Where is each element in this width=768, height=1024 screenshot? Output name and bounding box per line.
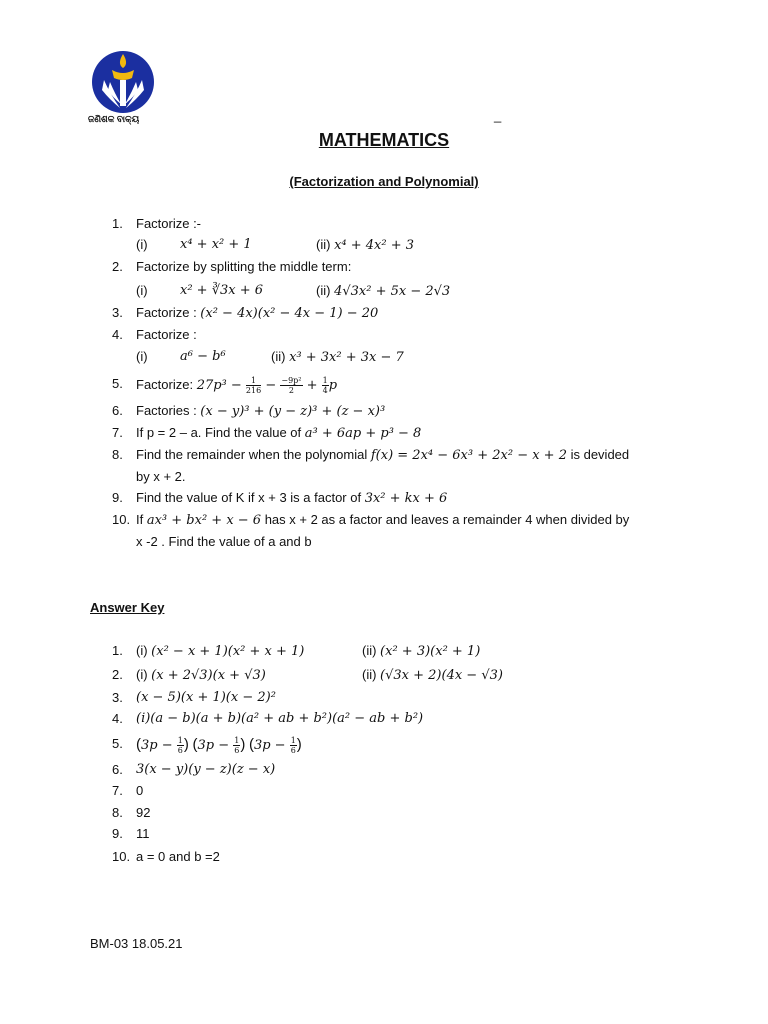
question-body [136,403,385,420]
part-label-ii: (ii) [316,283,331,298]
answer-expr: (x² + 3)(x² + 1) [380,644,481,659]
question-number: 8. [112,447,123,462]
answer-number: 8. [112,805,123,820]
paren-group: (3p − $\frac{1}{6}$ ) [248,736,302,755]
answer-part-a [136,667,266,684]
answer-term: 3p − [141,738,177,754]
fraction [290,736,297,755]
answer-number: 5. [112,736,123,751]
question-body [136,447,629,464]
fraction-denominator: 6 [290,746,296,755]
fraction-denominator: 4 [322,386,328,395]
part-label-i: (i) [136,349,148,364]
question-text-continued: x -2 . Find the value of a and b [136,534,312,549]
part-label-i: (i) [136,237,148,252]
question-expr-b: − [261,377,281,393]
answer-label: (ii) [362,643,381,658]
question-expr-d: p [328,377,338,393]
answer-expr: (x + 2√3)(x + √3) [151,668,266,683]
answer-expr: 3(x − y)(y − z)(z − x) [136,762,276,777]
answer-expr: (i)(a − b)(a + b)(a² + ab + b²)(a² − ab + b²) [136,711,424,726]
question-number: 1. [112,216,123,231]
answer-number: 3. [112,690,123,705]
question-text: Find the value of K if x + 3 is a factor of [136,490,365,505]
fraction-2 [280,376,302,395]
answer-part-b [362,643,480,660]
question-text-2: has x + 2 as a factor and leaves a remainder 4 when divided by [261,512,630,527]
question-number: 9. [112,490,123,505]
header-dash: _ [494,108,502,123]
answer-number: 1. [112,643,123,658]
part-label-ii: (ii) [271,349,286,364]
odisha-emblem-logo [90,50,156,114]
fraction-denominator: 216 [245,386,262,395]
question-body [136,425,421,442]
question-expr: 3x² + kx + 6 [364,491,448,506]
part-expr-i: a⁶ − b⁶ [180,349,226,364]
answer-number: 4. [112,711,123,726]
answer-number: 7. [112,783,123,798]
question-expr-a: 27p³ − [196,377,246,393]
fraction-numerator: 1 [290,736,296,745]
answer-key-heading: Answer Key [90,600,165,615]
answer-expr: (√3x + 2)(4x − √3) [380,668,503,683]
part-expr-i: x² + ∛3x + 6 [180,283,264,298]
answer-text: 11 [136,826,150,841]
question-text: Find the remainder when the polynomial [136,447,371,462]
paren-group: (3p − $\frac{1}{6}$ ) [136,736,189,755]
question-number: 5. [112,376,123,391]
logo-caption: ଜଣିଶକ ବାକ୍ୟ [88,114,140,124]
answer-term: 3p − [253,738,290,754]
part-ii [316,283,450,300]
fraction-denominator: 6 [234,746,240,755]
answer-text: a = 0 and b =2 [136,849,220,864]
fraction-numerator: 1 [234,736,240,745]
question-expr: (x − y)³ + (y − z)³ + (z − x)³ [200,404,386,419]
fraction-denominator: 6 [177,746,183,755]
question-body [136,376,337,395]
fraction-numerator: 1 [246,376,261,386]
part-label-i: (i) [136,283,148,298]
page-subtitle: (Factorization and Polynomial) [289,174,479,189]
answer-number: 2. [112,667,123,682]
question-text: Factorize :- [136,216,202,231]
fraction [233,736,240,755]
part-expr-ii: 4√3x² + 5x − 2√3 [334,284,451,299]
question-text: Factorize : [136,327,197,342]
answer-expr [136,736,302,755]
part-expr-ii: x³ + 3x² + 3x − 7 [289,350,404,365]
page-title: MATHEMATICS [318,130,450,150]
fraction-denominator: 2 [288,386,294,395]
fraction-3 [322,376,329,395]
fraction [177,736,184,755]
question-text: Factorize : [136,305,201,320]
part-ii [271,349,404,366]
answer-part-a [136,643,304,660]
answer-text: 0 [136,783,144,798]
question-number: 7. [112,425,123,440]
question-number: 10. [112,512,131,527]
question-body [136,490,447,507]
question-text-continued: by x + 2. [136,469,186,484]
fraction-numerator: 1 [322,376,328,385]
answer-term: 3p − [197,738,234,754]
question-body [136,512,629,529]
question-number: 3. [112,305,123,320]
answer-text: 92 [136,805,151,820]
answer-part-b [362,667,503,684]
question-text: Factorize by splitting the middle term: [136,259,352,274]
part-expr-i: x⁴ + x² + 1 [180,237,252,252]
question-text: If [136,512,147,527]
part-label-ii: (ii) [316,237,331,252]
question-number: 4. [112,327,123,342]
fraction-numerator: −9p² [281,376,302,385]
paren-group: (3p − $\frac{1}{6}$ ) [192,736,246,755]
answer-number: 10. [112,849,131,864]
answer-number: 9. [112,826,123,841]
question-text: Factorize: [136,376,197,392]
question-expr-c: + [302,377,322,393]
question-number: 2. [112,259,123,274]
answer-number: 6. [112,762,123,777]
answer-label: (i) [136,667,152,682]
question-expr: f(x) = 2x⁴ − 6x³ + 2x² − x + 2 [370,448,567,463]
fraction-numerator: 1 [177,736,183,745]
question-text: Factories : [136,403,201,418]
question-text-2: is devided [566,447,630,462]
question-expr: a³ + 6ap + p³ − 8 [304,426,422,441]
document-code: BM-03 18.05.21 [90,936,183,951]
question-expr: (x² − 4x)(x² − 4x − 1) − 20 [200,306,379,321]
answer-expr: (x² − x + 1)(x² + x + 1) [151,644,305,659]
fraction-1 [246,376,261,395]
question-body [136,305,378,322]
answer-label: (ii) [362,667,381,682]
part-expr-ii: x⁴ + 4x² + 3 [334,238,415,253]
question-number: 6. [112,403,123,418]
answer-label: (i) [136,643,152,658]
part-ii [316,237,414,254]
answer-expr: (x − 5)(x + 1)(x − 2)² [136,690,276,705]
question-text: If p = 2 – a. Find the value of [136,425,305,440]
question-expr: ax³ + bx² + x − 6 [146,513,262,528]
